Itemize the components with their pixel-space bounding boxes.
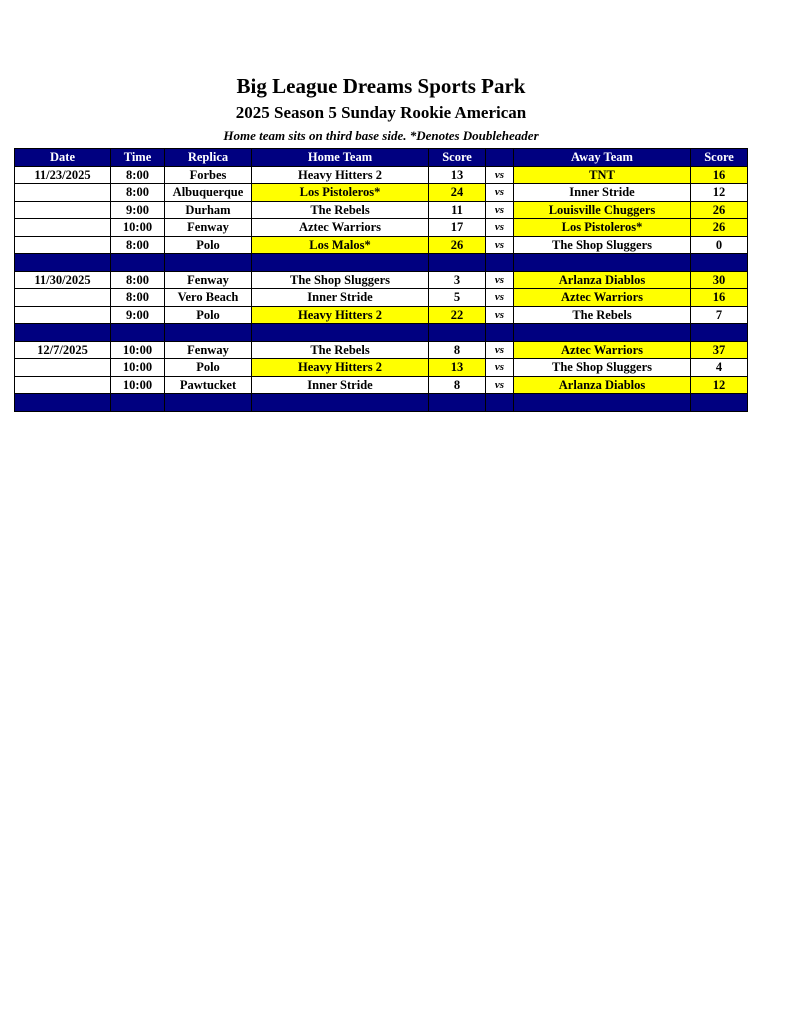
separator-cell (486, 394, 514, 412)
home-score-cell: 17 (429, 219, 486, 237)
home-score-cell: 22 (429, 306, 486, 324)
vs-cell: vs (486, 236, 514, 254)
away-score-cell: 16 (691, 289, 748, 307)
schedule-note: Home team sits on third base side. *Denotes Doubleheader (223, 128, 539, 143)
replica-cell: Fenway (165, 341, 252, 359)
game-row (15, 376, 748, 394)
game-row (15, 271, 748, 289)
vs-cell: vs (486, 166, 514, 184)
col-header-home-team: Home Team (252, 149, 429, 167)
vs-cell: vs (486, 376, 514, 394)
separator-cell (691, 324, 748, 342)
vs-cell: vs (486, 201, 514, 219)
home-team-cell: Aztec Warriors (252, 219, 429, 237)
date-cell (15, 289, 111, 307)
away-team-cell: The Rebels (514, 306, 691, 324)
header-row (15, 149, 748, 167)
separator-cell (111, 324, 165, 342)
home-team-cell: The Rebels (252, 341, 429, 359)
away-score-cell: 7 (691, 306, 748, 324)
home-score-cell: 8 (429, 341, 486, 359)
home-team-cell: Los Malos* (252, 236, 429, 254)
game-row (15, 341, 748, 359)
time-cell: 9:00 (111, 201, 165, 219)
separator-cell (15, 394, 111, 412)
away-team-cell: Aztec Warriors (514, 289, 691, 307)
col-header-vs (486, 149, 514, 167)
home-team-cell: Inner Stride (252, 289, 429, 307)
replica-cell: Polo (165, 306, 252, 324)
col-header-home-score: Score (429, 149, 486, 167)
separator-row (15, 324, 748, 342)
home-score-cell: 5 (429, 289, 486, 307)
home-team-cell: The Shop Sluggers (252, 271, 429, 289)
home-team-cell: Heavy Hitters 2 (252, 306, 429, 324)
vs-cell: vs (486, 219, 514, 237)
away-team-cell: Louisville Chuggers (514, 201, 691, 219)
separator-cell (165, 254, 252, 272)
time-cell: 10:00 (111, 341, 165, 359)
away-team-cell: Aztec Warriors (514, 341, 691, 359)
replica-cell: Fenway (165, 271, 252, 289)
away-score-cell: 0 (691, 236, 748, 254)
col-header-away-score: Score (691, 149, 748, 167)
time-cell: 10:00 (111, 376, 165, 394)
separator-cell (165, 324, 252, 342)
col-header-away-team: Away Team (514, 149, 691, 167)
away-score-cell: 26 (691, 219, 748, 237)
away-score-cell: 4 (691, 359, 748, 377)
col-header-time: Time (111, 149, 165, 167)
separator-cell (429, 324, 486, 342)
separator-cell (514, 394, 691, 412)
replica-cell: Forbes (165, 166, 252, 184)
col-header-date: Date (15, 149, 111, 167)
separator-cell (252, 324, 429, 342)
date-cell (15, 219, 111, 237)
separator-cell (691, 394, 748, 412)
game-row (15, 201, 748, 219)
game-row (15, 184, 748, 202)
away-team-cell: Inner Stride (514, 184, 691, 202)
replica-cell: Polo (165, 359, 252, 377)
separator-cell (252, 394, 429, 412)
time-cell: 8:00 (111, 271, 165, 289)
home-team-cell: Heavy Hitters 2 (252, 166, 429, 184)
home-team-cell: Los Pistoleros* (252, 184, 429, 202)
game-row (15, 219, 748, 237)
separator-cell (252, 254, 429, 272)
separator-cell (486, 254, 514, 272)
home-score-cell: 11 (429, 201, 486, 219)
page-title: Big League Dreams Sports Park (236, 74, 526, 98)
date-cell (15, 306, 111, 324)
away-team-cell: Los Pistoleros* (514, 219, 691, 237)
date-cell: 12/7/2025 (15, 341, 111, 359)
separator-cell (111, 254, 165, 272)
away-score-cell: 16 (691, 166, 748, 184)
away-score-cell: 12 (691, 184, 748, 202)
game-row (15, 236, 748, 254)
away-score-cell: 26 (691, 201, 748, 219)
game-row (15, 306, 748, 324)
vs-cell: vs (486, 271, 514, 289)
home-team-cell: The Rebels (252, 201, 429, 219)
time-cell: 8:00 (111, 236, 165, 254)
schedule-table (14, 148, 748, 412)
replica-cell: Albuquerque (165, 184, 252, 202)
time-cell: 10:00 (111, 359, 165, 377)
game-row (15, 289, 748, 307)
separator-cell (514, 254, 691, 272)
time-cell: 10:00 (111, 219, 165, 237)
date-cell (15, 376, 111, 394)
home-score-cell: 26 (429, 236, 486, 254)
col-header-replica: Replica (165, 149, 252, 167)
separator-cell (514, 324, 691, 342)
schedule-body (15, 166, 748, 411)
separator-row (15, 254, 748, 272)
home-score-cell: 13 (429, 359, 486, 377)
away-team-cell: The Shop Sluggers (514, 236, 691, 254)
time-cell: 8:00 (111, 289, 165, 307)
date-cell (15, 201, 111, 219)
game-row (15, 166, 748, 184)
time-cell: 8:00 (111, 166, 165, 184)
time-cell: 8:00 (111, 184, 165, 202)
replica-cell: Fenway (165, 219, 252, 237)
vs-cell: vs (486, 306, 514, 324)
vs-cell: vs (486, 341, 514, 359)
away-team-cell: Arlanza Diablos (514, 376, 691, 394)
replica-cell: Pawtucket (165, 376, 252, 394)
home-team-cell: Heavy Hitters 2 (252, 359, 429, 377)
home-score-cell: 24 (429, 184, 486, 202)
away-team-cell: The Shop Sluggers (514, 359, 691, 377)
separator-row (15, 394, 748, 412)
separator-cell (111, 394, 165, 412)
date-cell: 11/30/2025 (15, 271, 111, 289)
vs-cell: vs (486, 359, 514, 377)
separator-cell (691, 254, 748, 272)
season-title: 2025 Season 5 Sunday Rookie American (235, 103, 527, 122)
separator-cell (165, 394, 252, 412)
home-score-cell: 8 (429, 376, 486, 394)
date-cell (15, 359, 111, 377)
away-score-cell: 12 (691, 376, 748, 394)
separator-cell (15, 324, 111, 342)
date-cell (15, 236, 111, 254)
game-row (15, 359, 748, 377)
time-cell: 9:00 (111, 306, 165, 324)
vs-cell: vs (486, 289, 514, 307)
away-team-cell: TNT (514, 166, 691, 184)
replica-cell: Durham (165, 201, 252, 219)
away-score-cell: 37 (691, 341, 748, 359)
home-score-cell: 3 (429, 271, 486, 289)
separator-cell (429, 394, 486, 412)
replica-cell: Vero Beach (165, 289, 252, 307)
home-team-cell: Inner Stride (252, 376, 429, 394)
separator-cell (486, 324, 514, 342)
separator-cell (429, 254, 486, 272)
date-cell: 11/23/2025 (15, 166, 111, 184)
separator-cell (15, 254, 111, 272)
date-cell (15, 184, 111, 202)
vs-cell: vs (486, 184, 514, 202)
away-score-cell: 30 (691, 271, 748, 289)
away-team-cell: Arlanza Diablos (514, 271, 691, 289)
home-score-cell: 13 (429, 166, 486, 184)
replica-cell: Polo (165, 236, 252, 254)
